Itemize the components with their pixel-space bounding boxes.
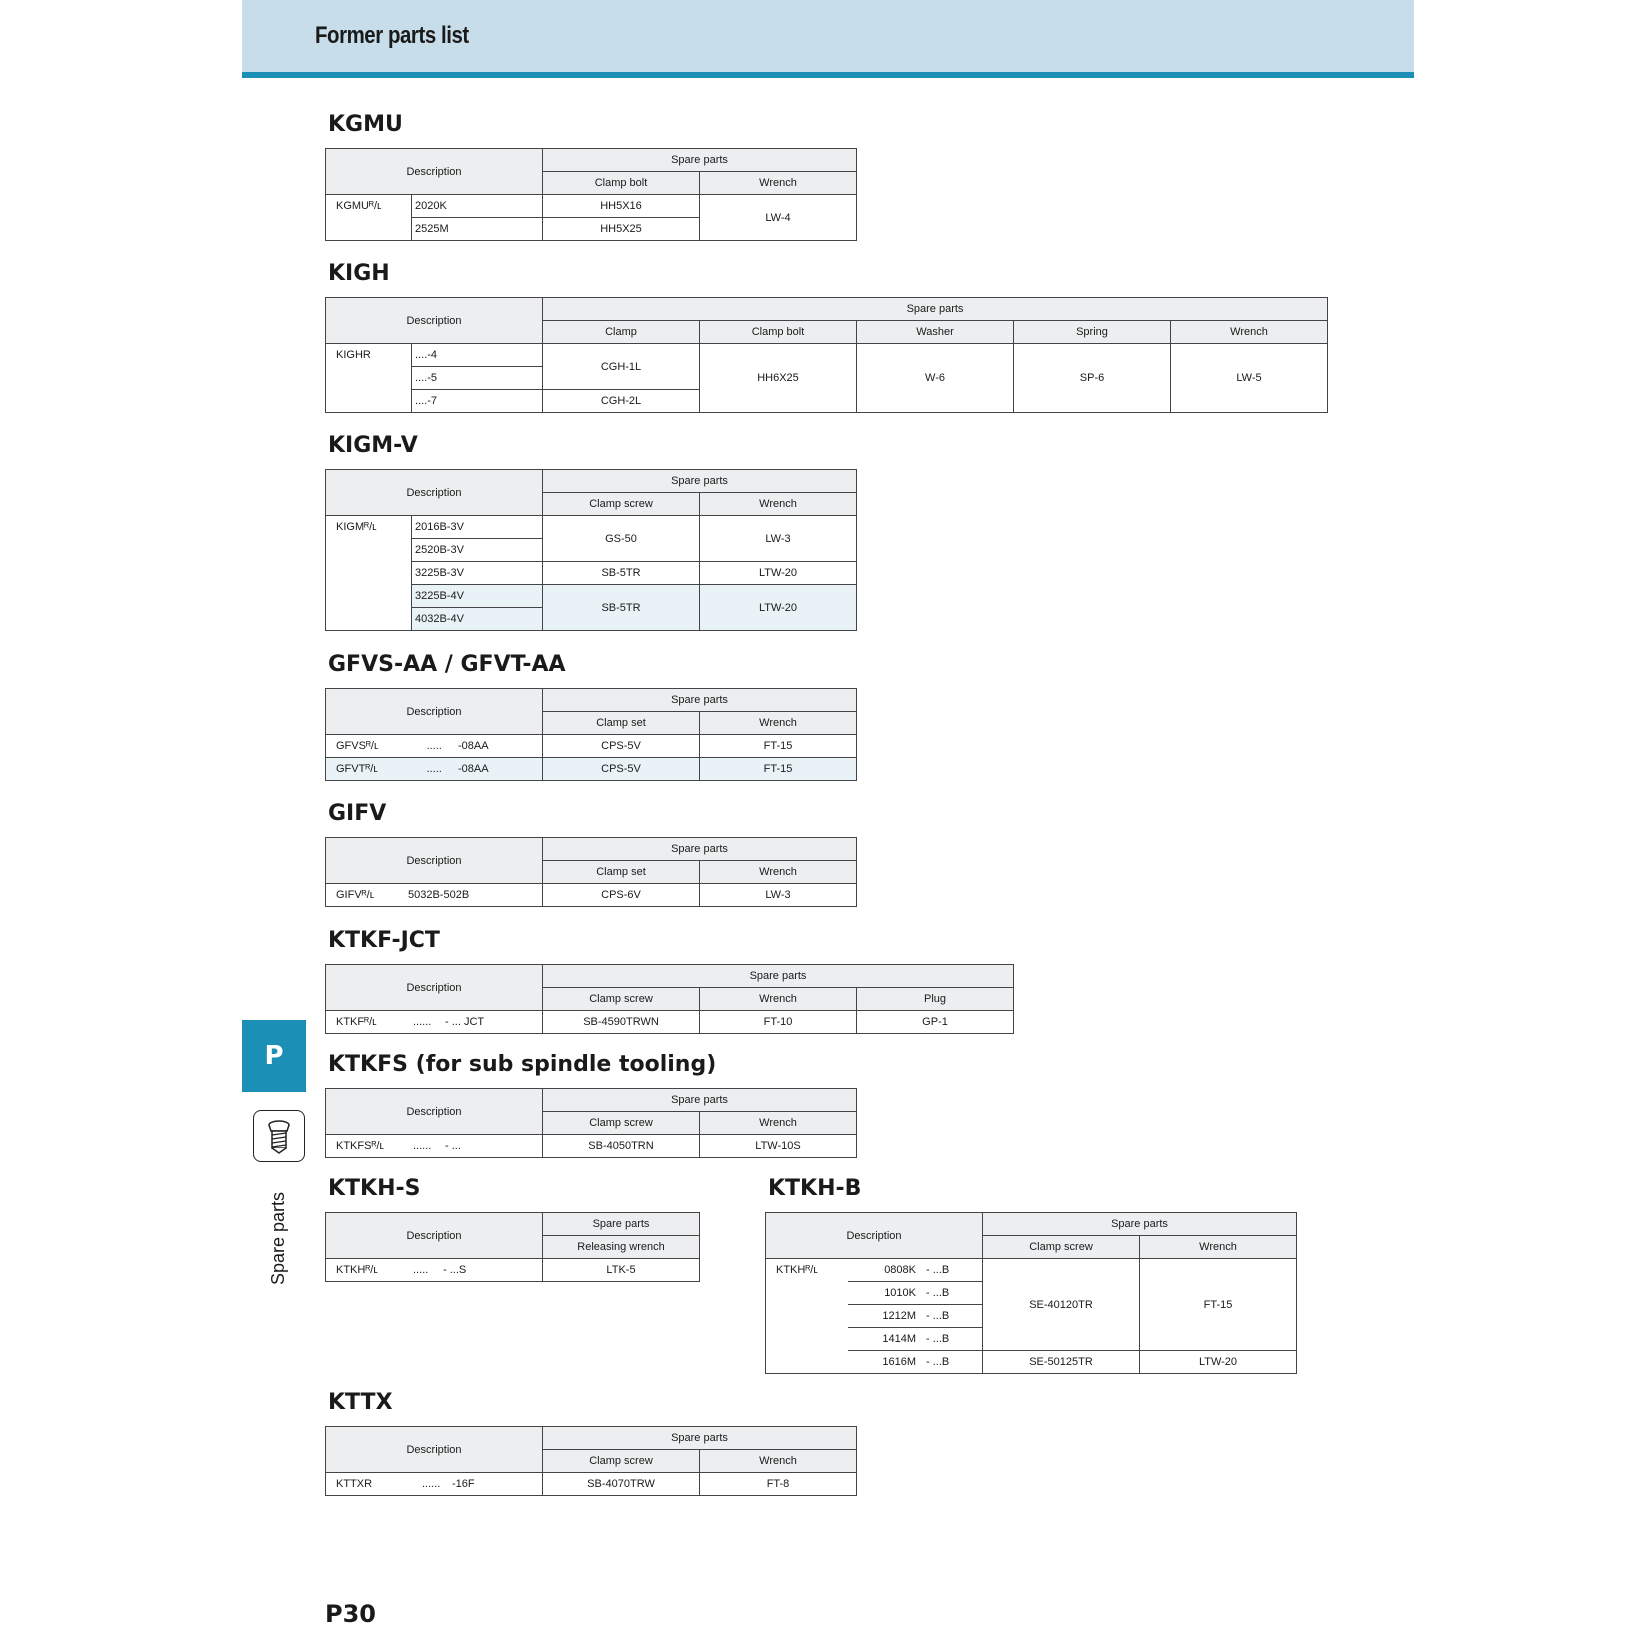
section-tab-p: P xyxy=(242,1020,306,1092)
part-cell: SP-6 xyxy=(1014,344,1171,413)
spare-parts-header: Spare parts xyxy=(543,1427,857,1450)
col-header: Wrench xyxy=(700,1450,857,1473)
size-cell: 3225B-3V xyxy=(412,562,543,585)
col-header: Wrench xyxy=(700,172,857,195)
description-header: Description xyxy=(326,149,543,195)
part-cell: FT-15 xyxy=(700,735,857,758)
part-cell: LTW-20 xyxy=(700,585,857,631)
part-cell: W-6 xyxy=(857,344,1014,413)
part-cell: SB-4050TRN xyxy=(543,1135,700,1158)
dots-cell: ..... xyxy=(411,1259,441,1282)
size-cell: 1010K xyxy=(848,1282,924,1305)
part-cell: FT-8 xyxy=(700,1473,857,1496)
dots-cell: ..... xyxy=(425,735,456,758)
spare-parts-header: Spare parts xyxy=(543,470,857,493)
suffix-cell: - ...B xyxy=(924,1351,983,1374)
col-header: Clamp set xyxy=(543,861,700,884)
table-row xyxy=(326,1473,857,1496)
part-cell: HH6X25 xyxy=(700,344,857,413)
section-title-ktkh-b: KTKH-B xyxy=(768,1176,862,1201)
size-cell: 3225B-4V xyxy=(412,585,543,608)
col-header: Spring xyxy=(1014,321,1171,344)
table-row xyxy=(326,516,857,539)
page-number: P30 xyxy=(325,1600,376,1628)
col-header: Wrench xyxy=(1140,1236,1297,1259)
suffix-cell: - ...B xyxy=(924,1328,983,1351)
col-header: Washer xyxy=(857,321,1014,344)
table-row xyxy=(326,1259,700,1282)
table-gfvs-gfvt xyxy=(325,688,857,781)
part-cell: CGH-2L xyxy=(543,390,700,413)
size-cell: -16F xyxy=(450,1473,543,1496)
col-header: Clamp screw xyxy=(543,1112,700,1135)
screw-icon xyxy=(253,1110,305,1162)
model-prefix: GFVTᴿ/ʟ xyxy=(326,758,425,781)
part-cell: LW-4 xyxy=(700,195,857,241)
model-prefix: KIGMᴿ/ʟ xyxy=(326,516,412,631)
part-cell: SB-5TR xyxy=(543,585,700,631)
dots-cell: ...... xyxy=(411,1011,443,1034)
table-row xyxy=(326,1011,1014,1034)
size-cell: ....-5 xyxy=(412,367,543,390)
col-header: Releasing wrench xyxy=(543,1236,700,1259)
col-header: Wrench xyxy=(700,712,857,735)
table-ktkf-jct xyxy=(325,964,1014,1034)
size-cell: ....-7 xyxy=(412,390,543,413)
part-cell: SE-40120TR xyxy=(983,1259,1140,1351)
model-prefix: KTKHᴿ/ʟ xyxy=(766,1259,849,1374)
table-row xyxy=(766,1259,1297,1282)
spare-parts-header: Spare parts xyxy=(543,689,857,712)
section-title-ktkf-jct: KTKF-JCT xyxy=(328,928,440,953)
table-row xyxy=(326,758,857,781)
description-header: Description xyxy=(326,1213,543,1259)
size-cell: - ... JCT xyxy=(443,1011,543,1034)
size-cell: 2016B-3V xyxy=(412,516,543,539)
col-header: Clamp xyxy=(543,321,700,344)
spare-parts-header: Spare parts xyxy=(543,1213,700,1236)
section-title-kigh: KIGH xyxy=(328,261,390,286)
suffix-cell: - ...B xyxy=(924,1259,983,1282)
size-cell: 1414M xyxy=(848,1328,924,1351)
section-title-ktkh-s: KTKH-S xyxy=(328,1176,421,1201)
side-label: Spare parts xyxy=(268,1191,288,1285)
size-cell: 2020K xyxy=(412,195,543,218)
size-cell: 4032B-4V xyxy=(412,608,543,631)
part-cell: CPS-5V xyxy=(543,758,700,781)
col-header: Clamp bolt xyxy=(700,321,857,344)
part-cell: GS-50 xyxy=(543,516,700,562)
part-cell: HH5X16 xyxy=(543,195,700,218)
section-title-ktkfs: KTKFS (for sub spindle tooling) xyxy=(328,1052,717,1077)
model-prefix: KTKFSᴿ/ʟ xyxy=(326,1135,412,1158)
size-cell: ....-4 xyxy=(412,344,543,367)
table-row xyxy=(326,735,857,758)
part-cell: SE-50125TR xyxy=(983,1351,1140,1374)
size-cell: - ...S xyxy=(441,1259,543,1282)
description-header: Description xyxy=(766,1213,983,1259)
part-cell: LTK-5 xyxy=(543,1259,700,1282)
table-ktkfs xyxy=(325,1088,857,1158)
col-header: Clamp screw xyxy=(543,1450,700,1473)
section-title-gifv: GIFV xyxy=(328,801,387,826)
spare-parts-header: Spare parts xyxy=(983,1213,1297,1236)
spare-parts-header: Spare parts xyxy=(543,965,1014,988)
table-row xyxy=(326,884,857,907)
section-title-kgmu: KGMU xyxy=(328,112,403,137)
description-header: Description xyxy=(326,689,543,735)
dots-cell: ..... xyxy=(425,758,456,781)
size-cell: 1616M xyxy=(848,1351,924,1374)
table-row xyxy=(326,344,1328,367)
col-header: Clamp bolt xyxy=(543,172,700,195)
description-header: Description xyxy=(326,298,543,344)
col-header: Wrench xyxy=(700,861,857,884)
size-cell: 5032B-502B xyxy=(406,884,543,907)
col-header: Plug xyxy=(857,988,1014,1011)
col-header: Clamp screw xyxy=(543,493,700,516)
dots-cell: ...... xyxy=(420,1473,450,1496)
table-row xyxy=(326,195,857,218)
part-cell: LTW-20 xyxy=(1140,1351,1297,1374)
part-cell: LTW-10S xyxy=(700,1135,857,1158)
col-header: Clamp screw xyxy=(983,1236,1140,1259)
model-prefix: GIFVᴿ/ʟ xyxy=(326,884,407,907)
table-kgmu xyxy=(325,148,857,241)
size-cell: 2520B-3V xyxy=(412,539,543,562)
part-cell: FT-10 xyxy=(700,1011,857,1034)
spare-parts-header: Spare parts xyxy=(543,298,1328,321)
description-header: Description xyxy=(326,1089,543,1135)
part-cell: SB-5TR xyxy=(543,562,700,585)
spare-parts-header: Spare parts xyxy=(543,838,857,861)
description-header: Description xyxy=(326,1427,543,1473)
page-title: Former parts list xyxy=(315,22,469,49)
section-title-gfvs-gfvt: GFVS-AA / GFVT-AA xyxy=(328,652,566,677)
model-prefix: KTTXR xyxy=(326,1473,421,1496)
dots-cell: ...... xyxy=(411,1135,443,1158)
section-title-kttx: KTTX xyxy=(328,1390,393,1415)
part-cell: CGH-1L xyxy=(543,344,700,390)
table-ktkh-b xyxy=(765,1212,1297,1374)
size-cell: -08AA xyxy=(456,735,543,758)
col-header: Wrench xyxy=(700,493,857,516)
part-cell: LW-5 xyxy=(1171,344,1328,413)
part-cell: CPS-5V xyxy=(543,735,700,758)
model-prefix: KTKFᴿ/ʟ xyxy=(326,1011,412,1034)
spare-parts-header: Spare parts xyxy=(543,1089,857,1112)
part-cell: LTW-20 xyxy=(700,562,857,585)
col-header: Clamp screw xyxy=(543,988,700,1011)
model-prefix: GFVSᴿ/ʟ xyxy=(326,735,425,758)
section-title-kigm-v: KIGM-V xyxy=(328,433,418,458)
spare-parts-header: Spare parts xyxy=(543,149,857,172)
col-header: Wrench xyxy=(1171,321,1328,344)
header-underline xyxy=(242,72,1414,78)
table-kigm-v xyxy=(325,469,857,631)
part-cell: SB-4590TRWN xyxy=(543,1011,700,1034)
table-row xyxy=(326,1135,857,1158)
part-cell: FT-15 xyxy=(1140,1259,1297,1351)
description-header: Description xyxy=(326,838,543,884)
model-prefix: KGMUᴿ/ʟ xyxy=(326,195,412,241)
size-cell: -08AA xyxy=(456,758,543,781)
size-cell: 2525M xyxy=(412,218,543,241)
table-gifv xyxy=(325,837,857,907)
col-header: Wrench xyxy=(700,1112,857,1135)
part-cell: HH5X25 xyxy=(543,218,700,241)
table-kttx xyxy=(325,1426,857,1496)
suffix-cell: - ...B xyxy=(924,1282,983,1305)
model-prefix: KIGHR xyxy=(326,344,412,413)
size-cell: - ... xyxy=(443,1135,543,1158)
description-header: Description xyxy=(326,470,543,516)
description-header: Description xyxy=(326,965,543,1011)
size-cell: 0808K xyxy=(848,1259,924,1282)
part-cell: FT-15 xyxy=(700,758,857,781)
size-cell: 1212M xyxy=(848,1305,924,1328)
col-header: Wrench xyxy=(700,988,857,1011)
part-cell: LW-3 xyxy=(700,516,857,562)
table-kigh xyxy=(325,297,1328,413)
suffix-cell: - ...B xyxy=(924,1305,983,1328)
col-header: Clamp set xyxy=(543,712,700,735)
part-cell: GP-1 xyxy=(857,1011,1014,1034)
part-cell: CPS-6V xyxy=(543,884,700,907)
part-cell: SB-4070TRW xyxy=(543,1473,700,1496)
part-cell: LW-3 xyxy=(700,884,857,907)
table-ktkh-s xyxy=(325,1212,700,1282)
model-prefix: KTKHᴿ/ʟ xyxy=(326,1259,412,1282)
